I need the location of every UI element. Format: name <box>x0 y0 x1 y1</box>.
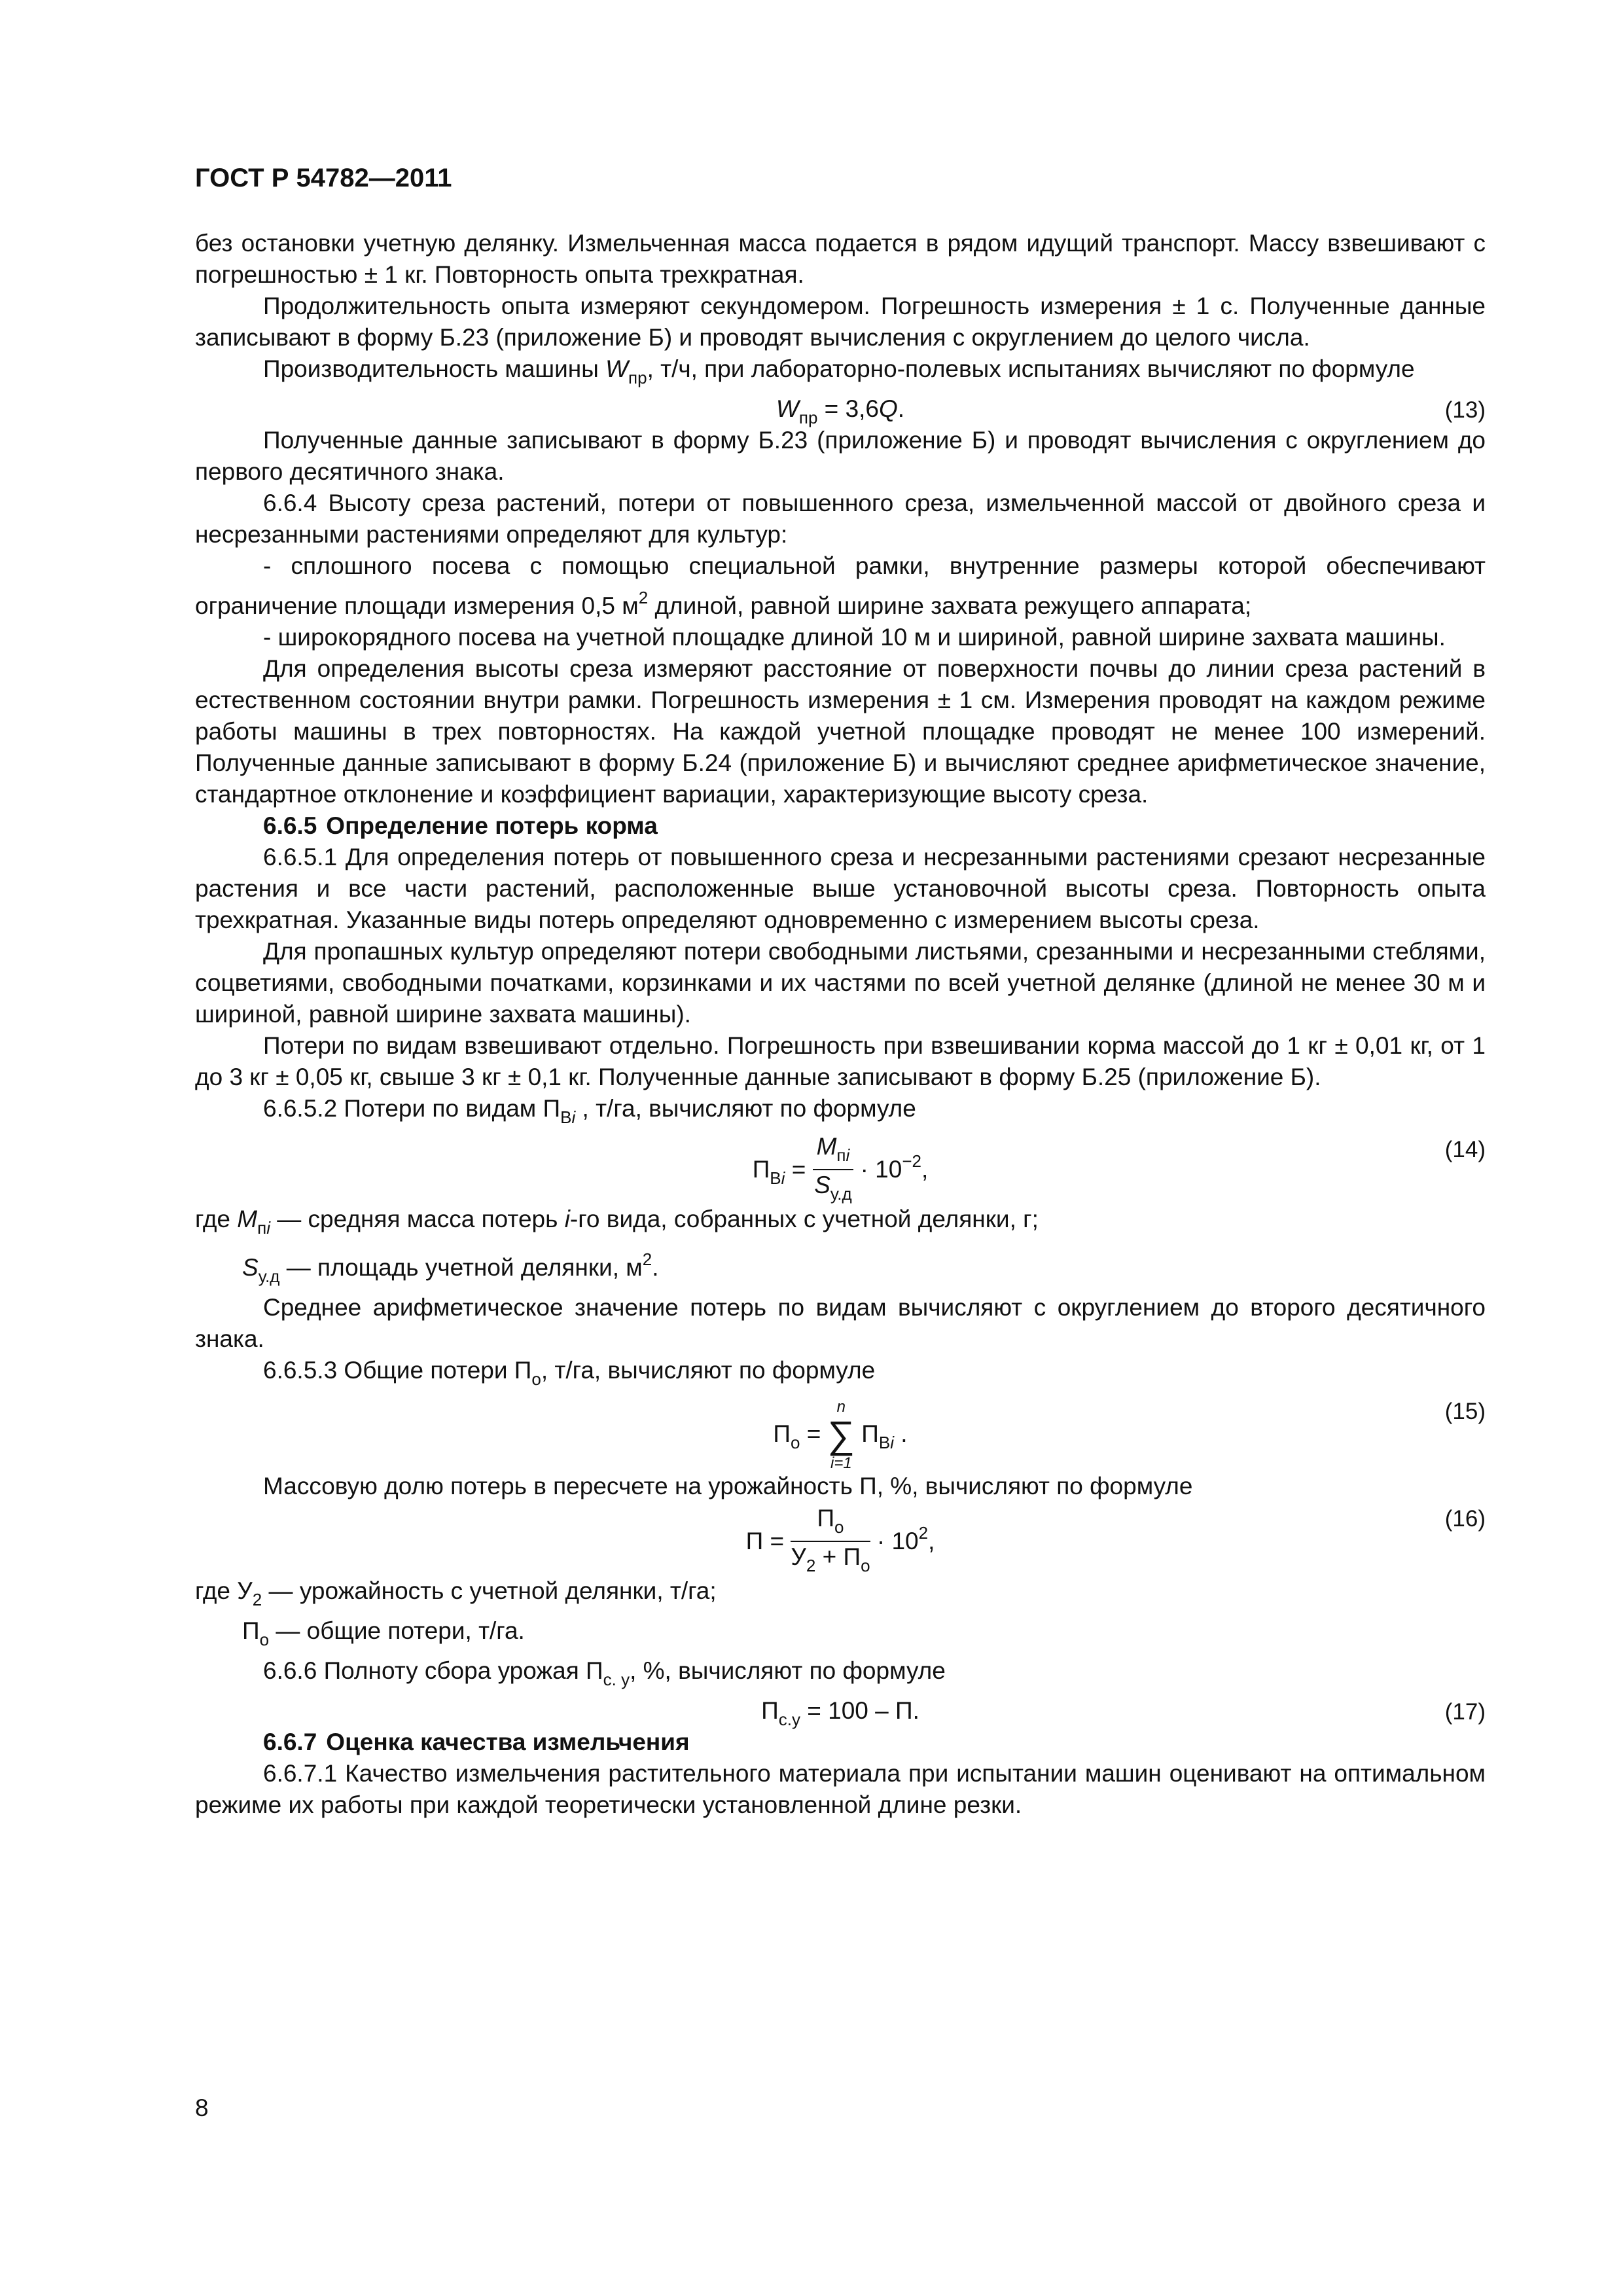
paragraph: Производительность машины $W_{пр}$, т/ч, при лабораторно-полевых испытаниях вычисляют по формуле <box>263 355 1415 387</box>
formula-number: (14) <box>1444 1137 1486 1162</box>
formula-number: (15) <box>1444 1399 1486 1424</box>
paragraph: Среднее арифметическое значение потерь по видам вычисляют с округлением до второго десятичного знака. <box>195 1294 1486 1352</box>
paragraph: Массовую долю потерь в пересчете на урожайность П, %, вычисляют по формуле <box>263 1473 1193 1499</box>
formula-legend: где $У_2$ — урожайность с учетной делянки, т/га; <box>195 1577 717 1609</box>
section-heading: 6.6.7 Оценка качества измельчения <box>263 1729 690 1755</box>
paragraph: Для определения высоты среза измеряют расстояние от поверхности почвы до линии среза растений в естественном состоянии внутри рамки. Погрешность измерения ± 1 см. Измерения проводят на каждом режиме работы машины в трех повторностях. На каждой учетной площадке проводят не менее 100 измерений. Полученные данные записывают в форму Б.24 (приложение Б) и вычисляют среднее арифметическое значение, стандартное отклонение и коэффициент вариации, характеризующие высоту среза. <box>195 655 1486 808</box>
paragraph: 6.6.5.3 Общие потери $П_о$, т/га, вычисляют по формуле <box>263 1357 876 1389</box>
formula-number: (13) <box>1444 397 1486 423</box>
formula-17: $П_{с.у} = 100 - П$. (17) <box>761 1697 1486 1729</box>
formula-14: $П_{Вi}$ = $\frac{M_{пi}}{S_{у.д}}$ · $10^{-2}$, (14) <box>752 1133 1486 1204</box>
paragraph: 6.6.7.1 Качество измельчения растительного материала при испытании машин оценивают на оптимальном режиме их работы при каждой теоретически установленной длине резки. <box>195 1760 1486 1818</box>
paragraph: 6.6.6 Полноту сбора урожая $П_{с. у}$, %, вычисляют по формуле <box>263 1657 946 1689</box>
paragraph: Продолжительность опыта измеряют секундомером. Погрешность измерения ± 1 с. Полученные данные записывают в форму Б.23 (приложение Б) и проводят вычисления с округлением до целого числа. <box>195 293 1486 351</box>
paragraph: 6.6.4 Высоту среза растений, потери от повышенного среза, измельченной массой от двойного среза и несрезанными растениями определяют для культур: <box>195 490 1486 548</box>
document-header: ГОСТ Р 54782—2011 <box>195 164 452 192</box>
list-item: - сплошного посева с помощью специальной рамки, внутренние размеры которой обеспечивают ограничение площади измерения 0,5 $м^2$ длиной, равной ширине захвата режущего аппарата; <box>195 552 1486 619</box>
section-heading: 6.6.5 Определение потерь корма <box>263 812 658 839</box>
formula-legend: где $M_{пi}$ — средняя масса потерь i-го вида, собранных с учетной делянки, г; <box>195 1206 1039 1238</box>
formula-legend: $П_о$ — общие потери, т/га. <box>242 1617 525 1649</box>
body-text <box>195 228 1486 1821</box>
paragraph: Потери по видам взвешивают отдельно. Погрешность при взвешивании корма массой до 1 кг ± 0,01 кг, от 1 до 3 кг ± 0,05 кг, свыше 3 кг ± 0,1 кг. Полученные данные записывают в форму Б.25 (приложение Б). <box>195 1032 1486 1090</box>
formula-number: (16) <box>1444 1506 1486 1532</box>
formula-16: П = $\frac{П_о}{У_2 + П_о}$ · $10^2$, (16) <box>745 1505 1486 1575</box>
paragraph: 6.6.5.1 Для определения потерь от повышенного среза и несрезанными растениями срезают несрезанные растения и все части растений, расположенные выше установочной высоты среза. Повторность опыта трехкратная. Указанные виды потерь определяют одновременно с измерением высоты среза. <box>195 844 1486 933</box>
paragraph: 6.6.5.2 Потери по видам $П_{Вi}$ , т/га, вычисляют по формуле <box>263 1095 916 1127</box>
formula-number: (17) <box>1444 1699 1486 1725</box>
page-number: 8 <box>195 2094 209 2121</box>
paragraph: Для пропашных культур определяют потери свободными листьями, срезанными и несрезанными стеблями, соцветиями, свободными початками, корзинками и их частями по всей учетной делянке (длиной не менее 30 м и шириной, равной ширине захвата машины). <box>195 938 1486 1028</box>
list-item: - широкорядного посева на учетной площадке длиной 10 м и шириной, равной ширине захвата машины. <box>263 624 1446 651</box>
paragraph: без остановки учетную делянку. Измельченная масса подается в рядом идущий транспорт. Массу взвешивают с погрешностью ± 1 кг. Повторность опыта трехкратная. <box>195 230 1486 288</box>
formula-legend: $S_{у.д}$ — площадь учетной делянки, $м^2$. <box>242 1249 659 1286</box>
paragraph: Полученные данные записывают в форму Б.23 (приложение Б) и проводят вычисления с округлением до первого десятичного знака. <box>195 427 1486 485</box>
formula-13: $W_{пр} = 3,6Q$. (13) <box>776 395 1486 427</box>
formula-15: $П_о$ = n ∑ i=1 $П_{Вi}$ . (15) <box>195 1395 1486 1471</box>
